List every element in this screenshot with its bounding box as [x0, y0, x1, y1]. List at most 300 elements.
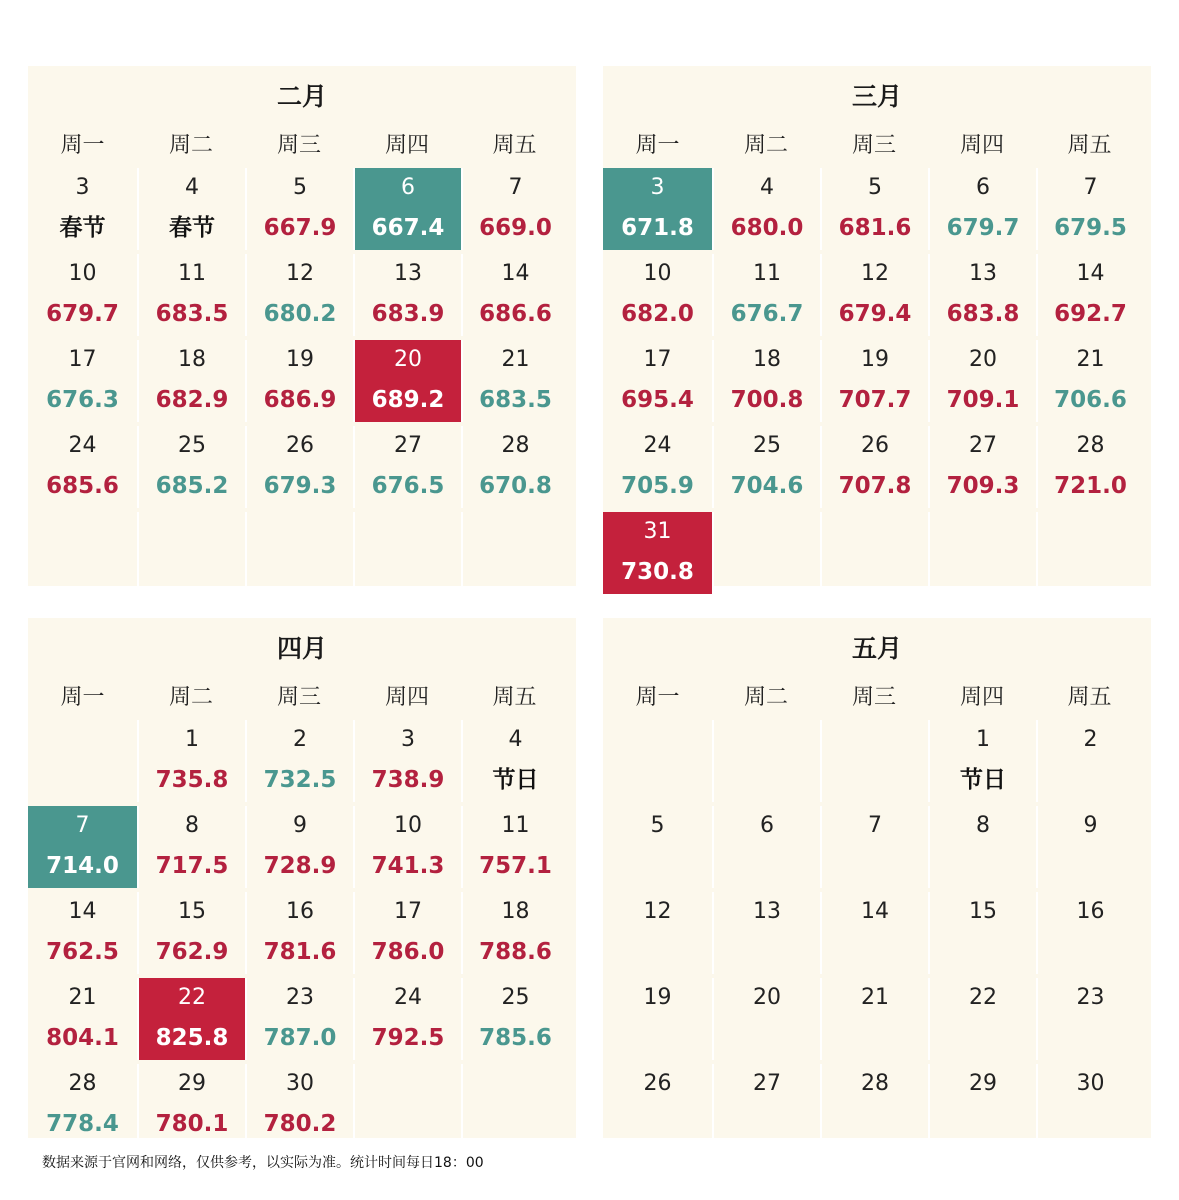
day-cell	[245, 892, 353, 974]
day-number: 6	[976, 175, 990, 200]
price-value: 709.3	[946, 473, 1020, 499]
price-value: 706.6	[1054, 387, 1127, 413]
day-number: 14	[68, 899, 97, 924]
day-cell	[603, 426, 712, 508]
day-number: 20	[969, 347, 997, 372]
day-number: 27	[753, 1071, 781, 1096]
day-number: 12	[286, 261, 314, 286]
month-title: 四月	[276, 634, 327, 663]
day-number: 8	[185, 813, 199, 838]
price-value: 671.8	[621, 215, 694, 241]
week-row	[28, 978, 576, 1062]
price-value: 707.8	[838, 473, 912, 499]
day-number: 13	[969, 261, 997, 286]
weekday-header	[28, 124, 576, 168]
day-cell	[928, 426, 1036, 508]
day-number: 10	[394, 813, 422, 838]
day-cell	[820, 978, 928, 1060]
day-number: 24	[394, 985, 422, 1010]
day-cell	[928, 1064, 1036, 1146]
price-value: 717.5	[155, 853, 229, 879]
weekday-label: 周二	[168, 133, 213, 158]
day-number: 16	[1076, 899, 1105, 924]
week-row	[603, 254, 1151, 338]
weekday-label: 周四	[959, 133, 1004, 158]
weekday-label: 周三	[276, 133, 321, 158]
weekday-label: 周一	[635, 133, 680, 158]
day-cell	[820, 806, 928, 888]
price-value: 786.0	[371, 939, 445, 965]
day-cell	[137, 340, 245, 422]
day-number: 31	[643, 519, 672, 544]
price-value: 792.5	[371, 1025, 445, 1051]
day-cell	[28, 168, 137, 250]
day-cell	[353, 340, 461, 422]
day-number: 28	[68, 1071, 97, 1096]
price-value: 780.2	[263, 1111, 337, 1137]
price-value: 714.0	[46, 853, 119, 879]
price-value: 686.6	[479, 301, 552, 327]
price-value: 670.8	[479, 473, 552, 499]
price-value: 780.1	[155, 1111, 229, 1137]
day-grid	[28, 720, 576, 1150]
price-value: 676.7	[730, 301, 804, 327]
day-cell	[712, 978, 820, 1060]
day-number: 5	[650, 813, 665, 838]
empty-cell	[820, 512, 928, 594]
day-number: 1	[976, 727, 990, 752]
day-cell	[928, 254, 1036, 336]
holiday-label: 春节	[59, 215, 106, 241]
weekday-label: 周四	[384, 685, 429, 710]
day-cell	[1036, 340, 1143, 422]
day-cell	[603, 512, 712, 594]
price-value: 695.4	[621, 387, 694, 413]
weekday-label: 周一	[635, 685, 680, 710]
day-grid	[603, 720, 1151, 1150]
day-number: 27	[969, 433, 997, 458]
day-cell	[928, 720, 1036, 802]
price-value: 825.8	[155, 1025, 229, 1051]
empty-cell	[603, 720, 712, 802]
day-cell	[137, 168, 245, 250]
price-value: 732.5	[263, 767, 337, 793]
day-cell	[603, 340, 712, 422]
empty-cell	[1036, 512, 1143, 594]
empty-cell	[461, 1064, 568, 1146]
day-number: 24	[68, 433, 97, 458]
day-number: 4	[508, 727, 523, 752]
week-row	[28, 892, 576, 976]
week-row	[28, 720, 576, 804]
day-cell	[461, 978, 568, 1060]
day-cell	[1036, 168, 1143, 250]
day-number: 14	[501, 261, 530, 286]
day-cell	[603, 892, 712, 974]
weekday-label: 周四	[959, 685, 1004, 710]
month-title: 二月	[276, 82, 327, 111]
price-value: 757.1	[479, 853, 552, 879]
day-cell	[1036, 1064, 1143, 1146]
price-value: 709.1	[946, 387, 1020, 413]
day-cell	[245, 254, 353, 336]
day-number: 3	[401, 727, 415, 752]
day-cell	[820, 892, 928, 974]
price-value: 682.0	[621, 301, 694, 327]
day-number: 27	[394, 433, 422, 458]
day-cell	[28, 340, 137, 422]
day-cell	[353, 978, 461, 1060]
day-number: 14	[1076, 261, 1105, 286]
day-number: 13	[753, 899, 781, 924]
week-row	[28, 168, 576, 252]
weekday-label: 周一	[60, 685, 105, 710]
holiday-label: 春节	[169, 215, 215, 241]
price-value: 683.5	[155, 301, 229, 327]
week-row	[28, 426, 576, 510]
day-number: 5	[868, 175, 882, 200]
day-grid	[603, 168, 1151, 598]
weekday-label: 周五	[492, 133, 537, 158]
day-number: 20	[753, 985, 781, 1010]
day-number: 12	[861, 261, 889, 286]
weekday-label: 周四	[384, 133, 429, 158]
price-value: 735.8	[155, 767, 229, 793]
empty-cell	[928, 512, 1036, 594]
day-cell	[245, 806, 353, 888]
week-row	[28, 340, 576, 424]
day-cell	[28, 254, 137, 336]
day-cell	[461, 168, 568, 250]
day-cell	[603, 168, 712, 250]
week-row	[603, 512, 1151, 596]
empty-cell	[712, 720, 820, 802]
empty-cell	[28, 720, 137, 802]
day-cell	[820, 168, 928, 250]
day-number: 23	[286, 985, 314, 1010]
day-cell	[820, 340, 928, 422]
day-cell	[28, 978, 137, 1060]
day-cell	[353, 426, 461, 508]
week-row	[603, 168, 1151, 252]
day-number: 4	[760, 175, 774, 200]
empty-cell	[712, 512, 820, 594]
day-number: 25	[178, 433, 206, 458]
footnote: 数据来源于官网和网络，仅供参考，以实际为准。统计时间每日18：00	[42, 1155, 484, 1171]
day-number: 3	[650, 175, 665, 200]
day-number: 15	[178, 899, 206, 924]
price-value: 704.6	[730, 473, 804, 499]
price-value: 667.4	[371, 215, 445, 241]
month-panel	[28, 66, 576, 586]
day-number: 26	[643, 1071, 672, 1096]
day-cell	[245, 426, 353, 508]
day-cell	[820, 426, 928, 508]
day-number: 6	[760, 813, 774, 838]
day-cell	[137, 720, 245, 802]
day-number: 21	[501, 347, 530, 372]
day-number: 19	[286, 347, 314, 372]
price-value: 730.8	[621, 559, 694, 585]
price-value: 692.7	[1054, 301, 1127, 327]
day-cell	[461, 254, 568, 336]
day-number: 18	[178, 347, 206, 372]
day-cell	[712, 168, 820, 250]
day-cell	[928, 892, 1036, 974]
price-value: 728.9	[263, 853, 337, 879]
price-value: 762.9	[155, 939, 229, 965]
day-cell	[137, 892, 245, 974]
day-number: 25	[753, 433, 781, 458]
day-number: 9	[293, 813, 307, 838]
day-number: 9	[1083, 813, 1098, 838]
price-value: 778.4	[46, 1111, 119, 1137]
day-cell	[712, 1064, 820, 1146]
empty-cell	[245, 512, 353, 594]
day-cell	[245, 340, 353, 422]
day-number: 12	[643, 899, 672, 924]
day-cell	[353, 720, 461, 802]
day-number: 7	[508, 175, 523, 200]
price-value: 683.8	[946, 301, 1020, 327]
day-number: 21	[1076, 347, 1105, 372]
price-value: 788.6	[479, 939, 552, 965]
day-number: 18	[753, 347, 781, 372]
day-number: 23	[1076, 985, 1105, 1010]
day-cell	[461, 806, 568, 888]
day-number: 26	[286, 433, 314, 458]
day-cell	[1036, 978, 1143, 1060]
weekday-label: 周二	[743, 133, 788, 158]
weekday-label: 周三	[276, 685, 321, 710]
price-value: 676.5	[371, 473, 445, 499]
price-value: 667.9	[263, 215, 337, 241]
day-number: 4	[185, 175, 199, 200]
day-number: 3	[75, 175, 90, 200]
day-cell	[1036, 892, 1143, 974]
day-cell	[245, 720, 353, 802]
week-row	[603, 426, 1151, 510]
day-number: 22	[969, 985, 997, 1010]
week-row	[28, 512, 576, 596]
day-cell	[137, 1064, 245, 1146]
weekday-label: 周五	[492, 685, 537, 710]
day-number: 1	[185, 727, 199, 752]
day-number: 16	[286, 899, 314, 924]
day-number: 11	[753, 261, 781, 286]
day-number: 2	[293, 727, 307, 752]
day-number: 7	[868, 813, 882, 838]
month-title: 五月	[851, 634, 902, 663]
day-cell	[1036, 806, 1143, 888]
day-number: 28	[501, 433, 530, 458]
price-value: 721.0	[1054, 473, 1127, 499]
day-cell	[461, 720, 568, 802]
day-cell	[28, 806, 137, 888]
day-number: 26	[861, 433, 889, 458]
day-cell	[137, 978, 245, 1060]
day-number: 22	[178, 985, 206, 1010]
price-value: 685.6	[46, 473, 119, 499]
day-cell	[928, 168, 1036, 250]
price-value: 685.2	[155, 473, 229, 499]
day-cell	[245, 1064, 353, 1146]
day-cell	[1036, 426, 1143, 508]
day-cell	[603, 254, 712, 336]
day-number: 7	[1083, 175, 1098, 200]
price-value: 679.5	[1054, 215, 1127, 241]
day-cell	[137, 426, 245, 508]
day-number: 21	[68, 985, 97, 1010]
week-row	[603, 1064, 1151, 1148]
day-cell	[353, 806, 461, 888]
empty-cell	[353, 1064, 461, 1146]
price-value: 787.0	[263, 1025, 337, 1051]
weekday-header	[603, 124, 1151, 168]
day-cell	[245, 168, 353, 250]
weekday-label: 周三	[851, 685, 896, 710]
day-number: 19	[643, 985, 672, 1010]
day-number: 29	[969, 1071, 997, 1096]
month-panel	[603, 618, 1151, 1138]
week-row	[603, 340, 1151, 424]
price-value: 683.5	[479, 387, 552, 413]
day-cell	[461, 340, 568, 422]
price-value: 689.2	[371, 387, 445, 413]
price-value: 669.0	[479, 215, 552, 241]
day-cell	[1036, 720, 1143, 802]
week-row	[28, 254, 576, 338]
day-cell	[353, 892, 461, 974]
price-value: 781.6	[263, 939, 337, 965]
day-cell	[245, 978, 353, 1060]
weekday-header	[603, 676, 1151, 720]
empty-cell	[137, 512, 245, 594]
weekday-label: 周五	[1067, 133, 1112, 158]
day-number: 19	[861, 347, 889, 372]
weekday-label: 周二	[168, 685, 213, 710]
day-number: 13	[394, 261, 422, 286]
week-row	[603, 806, 1151, 890]
empty-cell	[461, 512, 568, 594]
price-value: 676.3	[46, 387, 119, 413]
day-cell	[603, 806, 712, 888]
price-value: 741.3	[371, 853, 445, 879]
day-number: 18	[501, 899, 530, 924]
price-value: 683.9	[371, 301, 445, 327]
day-number: 28	[1076, 433, 1105, 458]
week-row	[603, 978, 1151, 1062]
day-cell	[1036, 254, 1143, 336]
day-cell	[28, 1064, 137, 1146]
holiday-label: 节日	[492, 767, 539, 793]
day-number: 7	[75, 813, 90, 838]
weekday-label: 周二	[743, 685, 788, 710]
day-cell	[820, 1064, 928, 1146]
day-number: 15	[969, 899, 997, 924]
weekday-label: 周五	[1067, 685, 1112, 710]
day-cell	[712, 340, 820, 422]
holiday-label: 节日	[960, 767, 1006, 793]
day-number: 21	[861, 985, 889, 1010]
day-cell	[928, 806, 1036, 888]
price-value: 700.8	[730, 387, 804, 413]
price-value: 705.9	[621, 473, 694, 499]
empty-cell	[820, 720, 928, 802]
day-number: 11	[178, 261, 206, 286]
day-cell	[712, 426, 820, 508]
day-number: 30	[1076, 1071, 1105, 1096]
price-value: 679.7	[946, 215, 1020, 241]
day-number: 20	[394, 347, 422, 372]
day-cell	[712, 806, 820, 888]
day-cell	[353, 254, 461, 336]
week-row	[603, 720, 1151, 804]
day-number: 10	[643, 261, 672, 286]
empty-cell	[353, 512, 461, 594]
month-panel	[28, 618, 576, 1138]
day-grid	[28, 168, 576, 598]
day-number: 14	[861, 899, 889, 924]
day-number: 2	[1083, 727, 1098, 752]
day-number: 25	[501, 985, 530, 1010]
weekday-label: 周三	[851, 133, 896, 158]
week-row	[603, 892, 1151, 976]
day-cell	[137, 254, 245, 336]
day-cell	[137, 806, 245, 888]
price-value: 679.3	[263, 473, 337, 499]
day-number: 11	[501, 813, 530, 838]
day-cell	[353, 168, 461, 250]
day-number: 6	[401, 175, 415, 200]
price-value: 762.5	[46, 939, 119, 965]
price-value: 804.1	[46, 1025, 119, 1051]
price-value: 707.7	[838, 387, 912, 413]
price-value: 680.0	[730, 215, 804, 241]
day-cell	[928, 978, 1036, 1060]
day-cell	[820, 254, 928, 336]
price-value: 679.4	[838, 301, 912, 327]
day-number: 17	[68, 347, 97, 372]
price-value: 738.9	[371, 767, 445, 793]
price-value: 686.9	[263, 387, 337, 413]
price-value: 679.7	[46, 301, 119, 327]
day-cell	[461, 892, 568, 974]
day-cell	[712, 254, 820, 336]
price-value: 682.9	[155, 387, 229, 413]
week-row	[28, 806, 576, 890]
day-cell	[712, 892, 820, 974]
weekday-header	[28, 676, 576, 720]
day-cell	[28, 892, 137, 974]
day-number: 10	[68, 261, 97, 286]
price-value: 681.6	[838, 215, 912, 241]
weekday-label: 周一	[60, 133, 105, 158]
day-number: 17	[643, 347, 672, 372]
day-number: 24	[643, 433, 672, 458]
day-number: 28	[861, 1071, 889, 1096]
price-value: 785.6	[479, 1025, 552, 1051]
day-cell	[928, 340, 1036, 422]
month-title: 三月	[851, 82, 902, 111]
day-cell	[461, 426, 568, 508]
day-number: 8	[976, 813, 990, 838]
month-panel	[603, 66, 1151, 586]
day-number: 5	[293, 175, 307, 200]
day-cell	[603, 978, 712, 1060]
day-cell	[603, 1064, 712, 1146]
day-number: 17	[394, 899, 422, 924]
